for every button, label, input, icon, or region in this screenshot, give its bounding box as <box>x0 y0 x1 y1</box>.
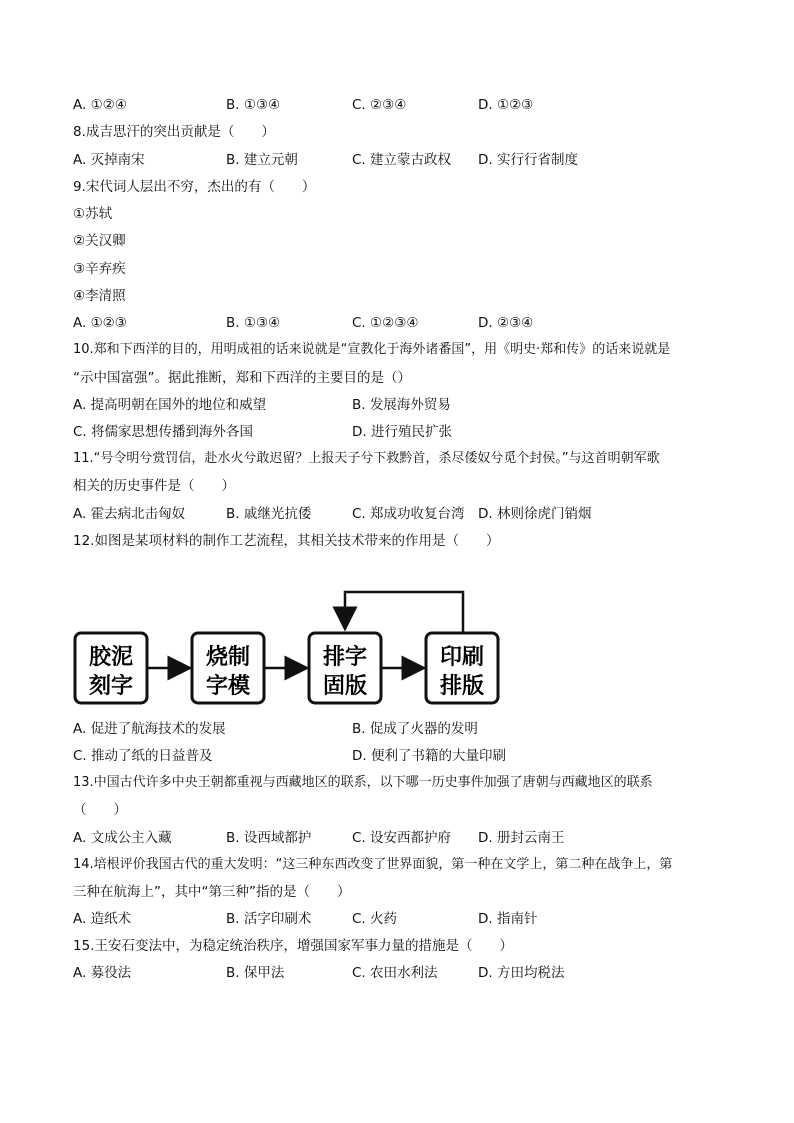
q9-option-b: B. ①③④ <box>226 315 281 331</box>
box-3-bottom: 固版 <box>322 673 368 699</box>
q12-stem: 12.如图是某项材料的制作工艺流程，其相关技术带来的作用是（ ） <box>73 533 500 549</box>
q15-option-c: C. 农田水利法 <box>352 965 438 981</box>
box-2-bottom: 字模 <box>205 673 251 699</box>
q9-item-1: ①苏轼 <box>73 206 113 222</box>
loop-arrow <box>345 592 463 633</box>
q12-option-a: A. 促进了航海技术的发展 <box>73 721 226 737</box>
q13-option-a: A. 文成公主入藏 <box>73 830 172 846</box>
q10-stem-line1: 10.郑和下西洋的目的，用明成祖的话来说就是“宣教化于海外诸番国”，用《明史·郑和传》的话来说就是 <box>73 342 671 357</box>
q10-stem-line2: “示中国富强”。据此推断，郑和下西洋的主要目的是（） <box>73 370 411 386</box>
box-1-bottom: 刻字 <box>88 673 134 699</box>
q7-option-d: D. ①②③ <box>478 97 534 113</box>
q9-option-a: A. ①②③ <box>73 315 127 331</box>
q8-option-a: A. 灭掉南宋 <box>73 152 145 168</box>
q12-option-d: D. 便利了书籍的大量印刷 <box>352 748 506 764</box>
q15-option-d: D. 方田均税法 <box>478 965 565 981</box>
q14-option-c: C. 火药 <box>352 911 398 927</box>
q9-option-c: C. ①②③④ <box>352 315 419 331</box>
q10-option-b: B. 发展海外贸易 <box>352 397 451 413</box>
q14-stem-line1: 14.培根评价我国古代的重大发明：“这三种东西改变了世界面貌，第一种在文学上，第二种在战争上，第 <box>73 857 673 872</box>
q9-item-3: ③辛弃疾 <box>73 261 126 277</box>
printing-process-diagram <box>70 585 510 710</box>
q8-option-b: B. 建立元朝 <box>226 152 298 168</box>
q12-option-b: B. 促成了火器的发明 <box>352 721 478 737</box>
q11-option-c: C. 郑成功收复台湾 <box>352 506 465 522</box>
box-3-top: 排字 <box>322 644 368 670</box>
q14-option-d: D. 指南针 <box>478 911 538 927</box>
q12-option-c: C. 推动了纸的日益普及 <box>73 748 213 764</box>
q9-stem: 9.宋代词人层出不穷，杰出的有（ ） <box>73 179 316 195</box>
q11-stem-line1: 11.“号令明兮赏罚信，赴水火兮敢迟留？上报天子兮下救黔首，杀尽倭奴兮觅个封侯。”与这首明朝军歌 <box>73 451 660 466</box>
diagram-box-3 <box>309 633 381 703</box>
q13-stem-line1: 13.中国古代许多中央王朝都重视与西藏地区的联系，以下哪一历史事件加强了唐朝与西藏地区的联系 <box>73 775 653 790</box>
q9-item-2: ②关汉卿 <box>73 233 126 249</box>
q9-option-d: D. ②③④ <box>478 315 534 331</box>
q13-stem-line2: （ ） <box>73 802 127 818</box>
diagram-box-1 <box>75 633 147 703</box>
q15-stem: 15.王安石变法中，为稳定统治秩序，增强国家军事力量的措施是（ ） <box>73 938 513 954</box>
q13-option-d: D. 册封云南王 <box>478 830 565 846</box>
q13-option-c: C. 设安西都护府 <box>352 830 452 846</box>
q14-stem-line2: 三种在航海上”，其中“第三种”指的是（ ） <box>73 884 351 900</box>
box-4-top: 印刷 <box>439 644 485 670</box>
diagram-box-4 <box>426 633 498 703</box>
q15-option-a: A. 募役法 <box>73 965 132 981</box>
q8-option-c: C. 建立蒙古政权 <box>352 152 452 168</box>
q9-item-4: ④李清照 <box>73 288 126 304</box>
q10-option-d: D. 进行殖民扩张 <box>352 424 452 440</box>
q7-option-c: C. ②③④ <box>352 97 407 113</box>
q11-stem-line2: 相关的历史事件是（ ） <box>73 478 235 494</box>
q8-stem: 8.成吉思汗的突出贡献是（ ） <box>73 124 275 140</box>
q11-option-a: A. 霍去病北击匈奴 <box>73 506 186 522</box>
q7-option-b: B. ①③④ <box>226 97 281 113</box>
q13-option-b: B. 设西域都护 <box>226 830 312 846</box>
box-2-top: 烧制 <box>205 644 251 670</box>
q14-option-b: B. 活字印刷术 <box>226 911 312 927</box>
q11-option-d: D. 林则徐虎门销烟 <box>478 506 592 522</box>
q10-option-c: C. 将儒家思想传播到海外各国 <box>73 424 254 440</box>
diagram-box-2 <box>192 633 264 703</box>
q11-option-b: B. 戚继光抗倭 <box>226 506 312 522</box>
q7-option-a: A. ①②④ <box>73 97 127 113</box>
box-4-bottom: 排版 <box>439 673 485 699</box>
box-1-top: 胶泥 <box>88 644 134 670</box>
q8-option-d: D. 实行行省制度 <box>478 152 578 168</box>
q15-option-b: B. 保甲法 <box>226 965 285 981</box>
q14-option-a: A. 造纸术 <box>73 911 132 927</box>
q10-option-a: A. 提高明朝在国外的地位和威望 <box>73 397 267 413</box>
